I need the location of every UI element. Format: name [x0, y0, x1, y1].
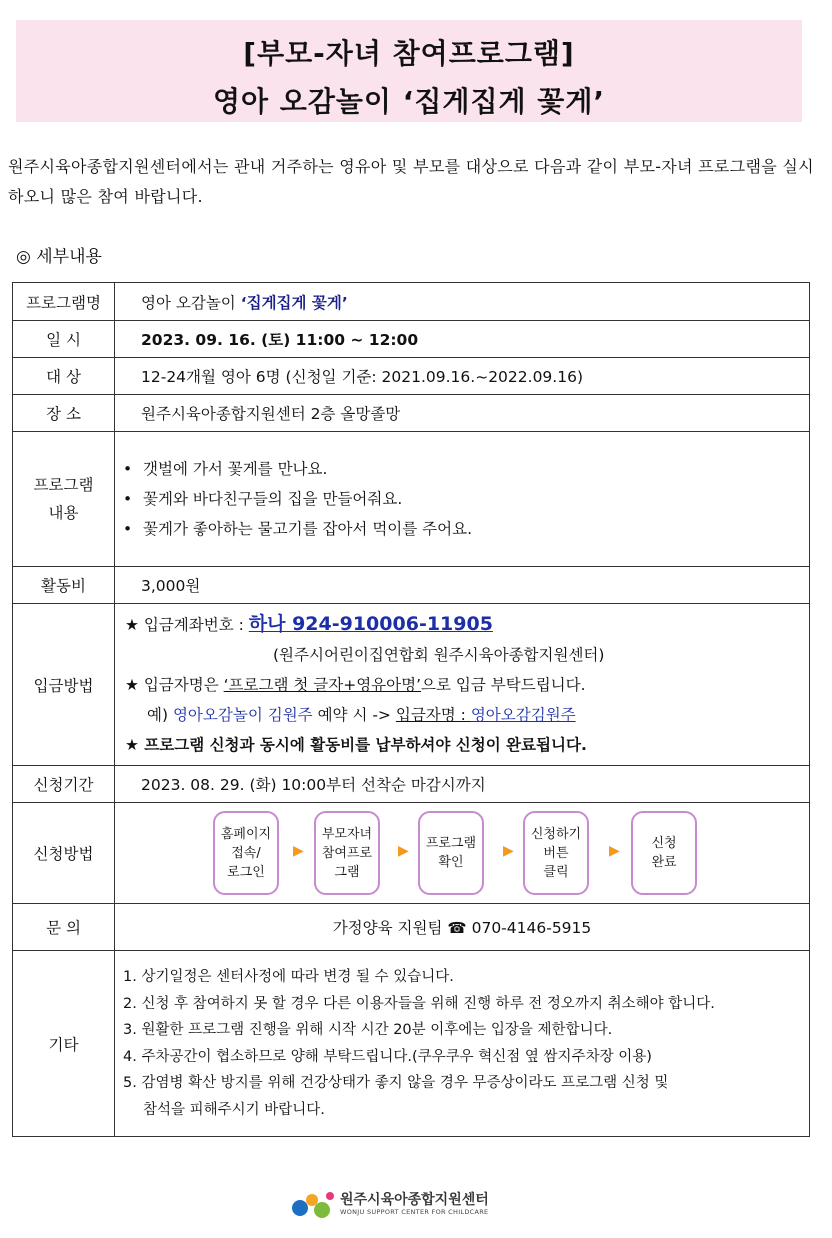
account-line: ★ 입금계좌번호 : 하나 924-910006-11905	[125, 613, 493, 635]
label-period: 신청기간	[13, 766, 115, 803]
value-method	[115, 803, 810, 904]
label-inquiry: 문 의	[13, 904, 115, 951]
arrow-right-icon: ▶	[609, 843, 620, 859]
bullet-icon: •	[123, 520, 133, 538]
account-number: 하나 924-910006-11905	[248, 613, 493, 635]
list-item: 4. 주차공간이 협소하므로 양해 부탁드립니다.(쿠우쿠우 혁신점 옆 쌈지주차장 이용)	[123, 1048, 652, 1065]
label-content-line-2: 내용	[48, 504, 79, 522]
title-banner	[16, 20, 802, 122]
org-name-en: WONJU SUPPORT CENTER FOR CHILDCARE	[340, 1208, 489, 1216]
row-payment	[13, 604, 810, 766]
row-method	[13, 803, 810, 904]
label-target: 대 상	[13, 358, 115, 395]
row-etc	[13, 951, 810, 1137]
program-name-highlight: ‘집게집게 꽃게’	[240, 293, 348, 312]
step-program-check: 프로그램 확인	[418, 811, 484, 895]
value-etc	[115, 951, 810, 1137]
org-name: 원주시육아종합지원센터	[340, 1192, 489, 1208]
label-payment: 입금방법	[13, 604, 115, 766]
value-fee: 3,000원	[115, 567, 810, 604]
row-inquiry	[13, 904, 810, 951]
row-datetime	[13, 321, 810, 358]
arrow-right-icon: ▶	[293, 843, 304, 859]
row-fee	[13, 567, 810, 604]
row-content	[13, 432, 810, 567]
list-item: • 꽃게와 바다친구들의 집을 만들어줘요.	[123, 484, 809, 514]
list-item: 5. 감염병 확산 방지를 위해 건강상태가 좋지 않을 경우 무증상이라도 프로그램 신청 및	[123, 1075, 669, 1091]
label-place: 장 소	[13, 395, 115, 432]
value-datetime: 2023. 09. 16. (토) 11:00 ~ 12:00	[115, 321, 810, 358]
step-complete: 신청 완료	[631, 811, 697, 895]
label-content	[13, 432, 115, 567]
title-line-2: 영아 오감놀이 ‘집게집게 꽃게’	[212, 85, 606, 118]
content-list	[115, 454, 809, 544]
title-line-1: [부모-자녀 참여프로그램]	[243, 37, 575, 70]
list-item: • 꽃게가 좋아하는 물고기를 잡아서 먹이를 주어요.	[123, 514, 809, 544]
list-item: 2. 신청 후 참여하지 못 할 경우 다른 이용자들을 위해 진행 하루 전 정오까지 취소해야 합니다.	[123, 995, 715, 1012]
details-table	[12, 282, 810, 1137]
bullet-icon: •	[123, 460, 133, 478]
label-etc: 기타	[13, 951, 115, 1137]
value-program-name	[115, 283, 810, 321]
value-period: 2023. 08. 29. (화) 10:00부터 선착순 마감시까지	[115, 766, 810, 803]
payment-notice: ★ 프로그램 신청과 동시에 활동비를 납부하셔야 신청이 완료됩니다.	[125, 736, 587, 754]
value-content	[115, 432, 810, 567]
label-content-line-1: 프로그램	[33, 476, 94, 494]
intro-text: 원주시육아종합지원센터에서는 관내 거주하는 영유아 및 부모를 대상으로 다음과 같이 부모-자녀 프로그램을 실시하오니 많은 참여 바랍니다.	[8, 157, 814, 206]
step-apply-button-click: 신청하기 버튼 클릭	[523, 811, 589, 895]
label-datetime: 일 시	[13, 321, 115, 358]
row-program-name	[13, 283, 810, 321]
label-method: 신청방법	[13, 803, 115, 904]
arrow-right-icon: ▶	[398, 843, 409, 859]
etc-list	[115, 964, 809, 1123]
bullet-icon: •	[123, 490, 133, 508]
depositor-rule: ★ 입금자명은 ‘프로그램 첫 글자+영유아명’으로 입금 부탁드립니다.	[125, 676, 586, 694]
step-homepage-login: 홈페이지 접속/ 로그인	[213, 811, 279, 895]
program-name-prefix: 영아 오감놀이	[141, 293, 241, 312]
arrow-right-icon: ▶	[503, 843, 514, 859]
label-program-name: 프로그램명	[13, 283, 115, 321]
application-flow	[115, 803, 809, 903]
account-holder: (원주시어린이집연합회 원주시육아종합지원센터)	[273, 646, 605, 664]
section-title: ◎ 세부내용	[16, 247, 102, 267]
label-fee: 활동비	[13, 567, 115, 604]
list-item: 1. 상기일정은 센터사정에 따라 변경 될 수 있습니다.	[123, 969, 454, 985]
value-place: 원주시육아종합지원센터 2층 올망졸망	[115, 395, 810, 432]
row-target	[13, 358, 810, 395]
footer-logo	[288, 1186, 548, 1222]
value-inquiry: 가정양육 지원팀 ☎ 070-4146-5915	[115, 904, 810, 951]
step-parent-child-program: 부모자녀 참여프로 그램	[314, 811, 380, 895]
value-payment	[115, 604, 810, 766]
list-item: 3. 원활한 프로그램 진행을 위해 시작 시간 20분 이후에는 입장을 제한합니다.	[123, 1022, 613, 1038]
center-logo-icon	[288, 1186, 338, 1222]
row-period	[13, 766, 810, 803]
row-place	[13, 395, 810, 432]
value-target: 12-24개월 영아 6명 (신청일 기준: 2021.09.16.~2022.09.16)	[115, 358, 810, 395]
list-item: • 갯벌에 가서 꽃게를 만나요.	[123, 454, 809, 484]
depositor-example: 예) 영아오감놀이 김원주 예약 시 -> 입금자명 : 영아오감김원주	[147, 706, 576, 724]
list-item: 참석을 피해주시기 바랍니다.	[143, 1101, 325, 1118]
